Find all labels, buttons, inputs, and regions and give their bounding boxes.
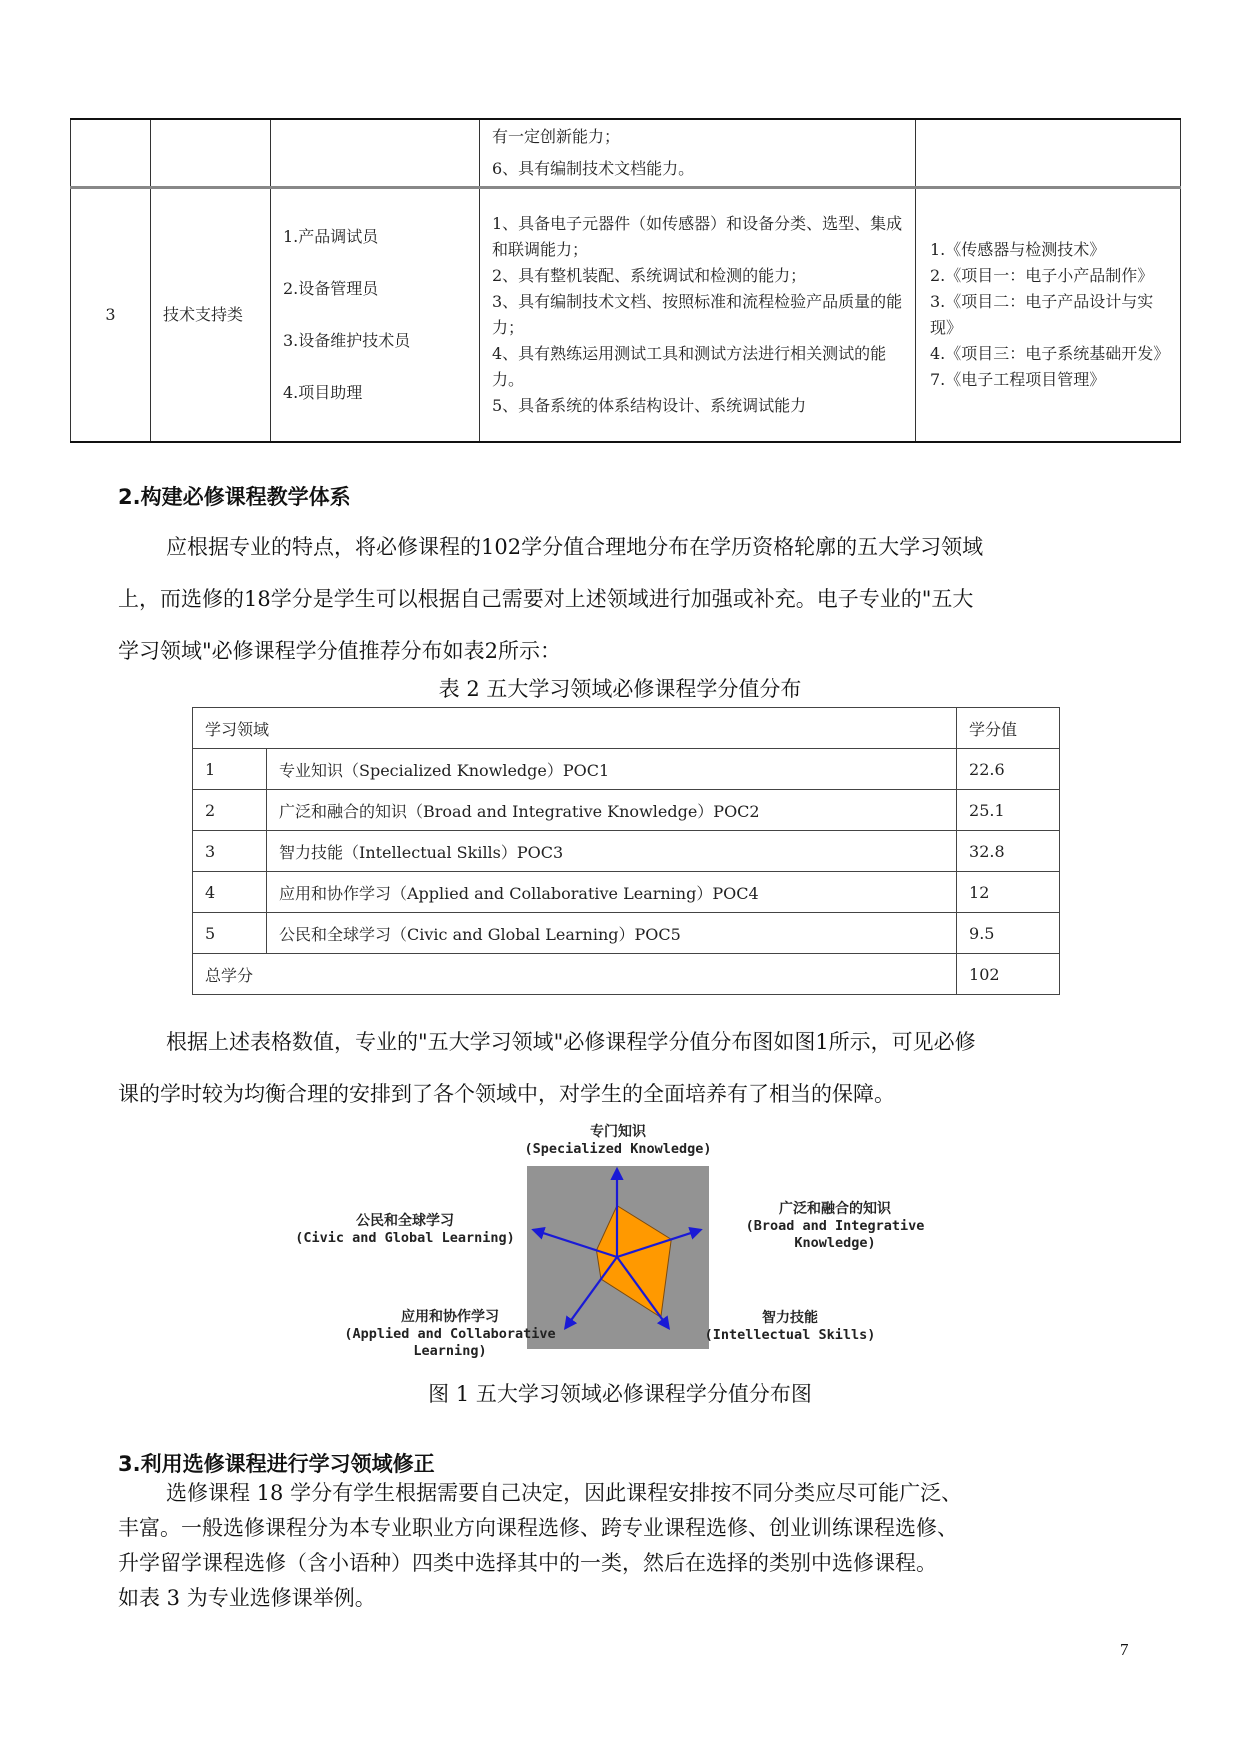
- course-item: 3.《项目二：电子产品设计与实现》: [930, 292, 1154, 337]
- paragraph-line: 学习领域"必修课程学分值推荐分布如表2所示：: [118, 639, 562, 663]
- credit-distribution-table: [192, 707, 1060, 995]
- axis-label-en: (Specialized Knowledge): [524, 1141, 712, 1157]
- axis-label-en: (Civic and Global Learning): [295, 1230, 515, 1246]
- capability-item: 2、具有整机装配、系统调试和检测的能力；: [492, 266, 807, 285]
- paragraph-line: 丰富。一般选修课程分为本专业职业方向课程选修、跨专业课程选修、创业训练课程选修、: [118, 1516, 958, 1540]
- axis-label-intellectual: [690, 1310, 890, 1344]
- paragraph-line: 应根据专业的特点，将必修课程的102学分值合理地分布在学历资格轮廓的五大学习领域: [166, 535, 984, 559]
- job-item: 4.项目助理: [283, 383, 363, 402]
- course-item: 1.《传感器与检测技术》: [930, 240, 1106, 259]
- capability-item: 3、具有编制技术文档、按照标准和流程检验产品质量的能力；: [492, 292, 903, 337]
- table-row-continued: [71, 119, 1181, 188]
- job-item: 2.设备管理员: [283, 279, 379, 298]
- cell-category: [151, 119, 271, 188]
- course-item: 7.《电子工程项目管理》: [930, 370, 1106, 389]
- paragraph-line: 选修课程 18 学分有学生根据需要自己决定，因此课程安排按不同分类应尽可能广泛、: [166, 1481, 963, 1505]
- capability-line: 有一定创新能力；: [492, 127, 621, 146]
- axis-label-zh: 广泛和融合的知识: [779, 1201, 891, 1217]
- course-item: 4.《项目三：电子系统基础开发》: [930, 344, 1170, 363]
- total-label: 总学分: [193, 954, 957, 995]
- table-header-row: [193, 708, 1060, 749]
- axis-label-zh: 应用和协作学习: [401, 1309, 499, 1325]
- axis-label-zh: 公民和全球学习: [356, 1213, 454, 1229]
- axis-label-zh: 专门知识: [590, 1124, 646, 1140]
- axis-label-en: (Broad and Integrative: [745, 1218, 925, 1234]
- table-row: [71, 188, 1181, 443]
- section2-paragraph: [118, 521, 1128, 677]
- cell-courses: [916, 188, 1181, 443]
- table-row: [193, 790, 1060, 831]
- section-heading-3: 3.利用选修课程进行学习领域修正: [118, 1452, 435, 1476]
- axis-label-en: Knowledge): [794, 1235, 876, 1251]
- row-credit: 25.1: [957, 790, 1060, 831]
- paragraph-line: 上，而选修的18学分是学生可以根据自己需要对上述领域进行加强或补充。电子专业的"五大: [118, 587, 974, 611]
- cell-capabilities: [480, 188, 916, 443]
- axis-label-en: Learning): [413, 1343, 487, 1359]
- section-heading-2: 2.构建必修课程教学体系: [118, 485, 351, 509]
- axis-label-specialized: [508, 1124, 728, 1158]
- paragraph-line: 升学留学课程选修（含小语种）四类中选择其中的一类，然后在选择的类别中选修课程。: [118, 1551, 937, 1575]
- course-item: 2.《项目一：电子小产品制作》: [930, 266, 1154, 285]
- axis-label-en: (Applied and Collaborative: [344, 1326, 556, 1342]
- paragraph-line: 如表 3 为专业选修课举例。: [118, 1586, 376, 1610]
- cell-index: 3: [71, 188, 151, 443]
- section2-paragraph-2: [118, 1016, 1128, 1120]
- row-index: 3: [193, 831, 267, 872]
- paragraph-line: 根据上述表格数值，专业的"五大学习领域"必修课程学分值分布图如图1所示，可见必修: [166, 1030, 976, 1054]
- table-row: [193, 872, 1060, 913]
- row-index: 5: [193, 913, 267, 954]
- cell-jobs: [271, 119, 480, 188]
- row-index: 4: [193, 872, 267, 913]
- table-row: [193, 913, 1060, 954]
- row-index: 1: [193, 749, 267, 790]
- axis-label-en: (Intellectual Skills): [704, 1327, 876, 1343]
- row-domain: 专业知识（Specialized Knowledge）POC1: [267, 749, 957, 790]
- paragraph-line: 课的学时较为均衡合理的安排到了各个领域中，对学生的全面培养有了相当的保障。: [118, 1082, 895, 1106]
- career-capability-table: [70, 118, 1181, 443]
- axis-label-zh: 智力技能: [762, 1310, 818, 1326]
- capability-item: 1、具备电子元器件（如传感器）和设备分类、选型、集成和联调能力；: [492, 214, 903, 259]
- row-domain: 应用和协作学习（Applied and Collaborative Learning）POC4: [267, 872, 957, 913]
- table-row: [193, 831, 1060, 872]
- cell-courses: [916, 119, 1181, 188]
- cell-index: [71, 119, 151, 188]
- cell-jobs: [271, 188, 480, 443]
- axis-label-civic: [285, 1213, 525, 1247]
- row-credit: 12: [957, 872, 1060, 913]
- table-total-row: [193, 954, 1060, 995]
- row-credit: 9.5: [957, 913, 1060, 954]
- capability-item: 5、具备系统的体系结构设计、系统调试能力: [492, 396, 807, 415]
- row-domain: 广泛和融合的知识（Broad and Integrative Knowledge）POC2: [267, 790, 957, 831]
- row-credit: 22.6: [957, 749, 1060, 790]
- row-domain: 智力技能（Intellectual Skills）POC3: [267, 831, 957, 872]
- row-credit: 32.8: [957, 831, 1060, 872]
- header-credit: 学分值: [957, 708, 1060, 749]
- table-caption: 表 2 五大学习领域必修课程学分值分布: [438, 677, 802, 701]
- page-number: 7: [1120, 1640, 1129, 1659]
- row-index: 2: [193, 790, 267, 831]
- row-domain: 公民和全球学习（Civic and Global Learning）POC5: [267, 913, 957, 954]
- job-item: 1.产品调试员: [283, 227, 379, 246]
- cell-category: 技术支持类: [151, 188, 271, 443]
- total-value: 102: [957, 954, 1060, 995]
- capability-line: 6、具有编制技术文档能力。: [492, 159, 695, 178]
- table-row: [193, 749, 1060, 790]
- cell-capabilities: [480, 119, 916, 188]
- header-domain: 学习领域: [193, 708, 957, 749]
- capability-item: 4、具有熟练运用测试工具和测试方法进行相关测试的能力。: [492, 344, 887, 389]
- figure-caption: 图 1 五大学习领域必修课程学分值分布图: [428, 1382, 812, 1406]
- section3-paragraph: [118, 1476, 1128, 1616]
- job-item: 3.设备维护技术员: [283, 331, 411, 350]
- axis-label-applied: [330, 1309, 570, 1360]
- axis-label-broad: [730, 1201, 940, 1252]
